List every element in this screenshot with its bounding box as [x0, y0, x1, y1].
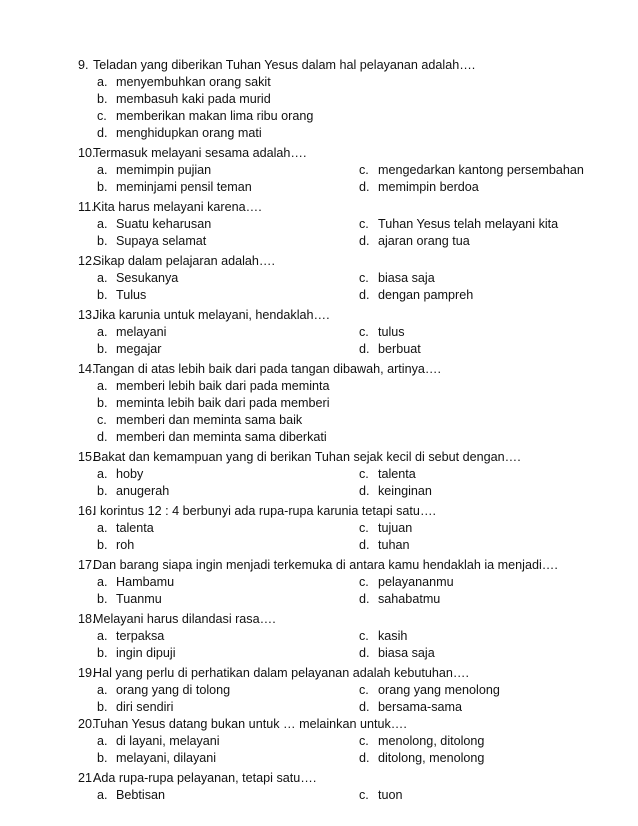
option-letter: d.	[359, 342, 370, 356]
option-text: menolong, ditolong	[378, 734, 485, 748]
option-row	[0, 162, 638, 179]
option-text: ajaran orang tua	[378, 234, 470, 248]
question-item	[0, 449, 638, 500]
question-line	[0, 307, 638, 324]
answer-option	[359, 520, 412, 537]
answer-option	[359, 483, 432, 500]
answer-option	[359, 787, 403, 804]
option-letter: d.	[359, 288, 370, 302]
option-letter: d.	[359, 234, 370, 248]
option-text: memberi dan meminta sama diberkati	[116, 430, 327, 444]
answer-option	[97, 162, 211, 179]
option-text: hoby	[116, 467, 144, 481]
answer-option	[97, 233, 206, 250]
answer-option	[97, 74, 271, 91]
answer-option	[97, 537, 134, 554]
option-row	[0, 324, 638, 341]
answer-option	[359, 216, 558, 233]
option-letter: a.	[97, 734, 108, 748]
answer-option	[97, 378, 330, 395]
question-text: Jika karunia untuk melayani, hendaklah….	[93, 308, 330, 322]
answer-option	[97, 645, 176, 662]
question-text: Sikap dalam pelajaran adalah….	[93, 254, 276, 268]
option-text: Tuhan Yesus telah melayani kita	[378, 217, 559, 231]
option-text: bersama-sama	[378, 700, 462, 714]
answer-option	[97, 733, 220, 750]
option-text: Supaya selamat	[116, 234, 207, 248]
question-line	[0, 449, 638, 466]
option-letter: a.	[97, 788, 108, 802]
option-letter: a.	[97, 683, 108, 697]
question-item	[0, 770, 638, 804]
question-number: 20.	[78, 717, 96, 731]
option-row	[0, 591, 638, 608]
answer-option	[97, 466, 143, 483]
answer-option	[97, 429, 327, 446]
option-letter: c.	[97, 413, 107, 427]
option-row	[0, 483, 638, 500]
option-letter: d.	[359, 484, 370, 498]
question-text: I korintus 12 : 4 berbunyi ada rupa-rupa karunia tetapi satu….	[93, 504, 437, 518]
answer-option	[359, 287, 473, 304]
option-text: biasa saja	[378, 271, 435, 285]
option-letter: b.	[97, 751, 108, 765]
answer-option	[359, 341, 421, 358]
answer-option	[359, 750, 484, 767]
answer-option	[97, 591, 162, 608]
option-letter: d.	[359, 592, 370, 606]
answer-option	[97, 682, 230, 699]
option-row	[0, 179, 638, 196]
answer-option	[359, 324, 405, 341]
question-line	[0, 57, 638, 74]
option-text: memberi lebih baik dari pada meminta	[116, 379, 330, 393]
option-text: tuhan	[378, 538, 410, 552]
option-row	[0, 270, 638, 287]
answer-option	[359, 699, 462, 716]
option-letter: b.	[97, 538, 108, 552]
question-number: 12.	[78, 254, 96, 268]
option-text: memimpin berdoa	[378, 180, 479, 194]
option-letter: a.	[97, 271, 108, 285]
option-row	[0, 787, 638, 804]
question-item	[0, 307, 638, 358]
answer-option	[97, 699, 173, 716]
option-letter: a.	[97, 467, 108, 481]
answer-option	[97, 179, 252, 196]
question-number: 11.	[78, 200, 95, 214]
answer-option	[97, 483, 169, 500]
option-row	[0, 233, 638, 250]
option-letter: c.	[359, 217, 369, 231]
option-row	[0, 378, 638, 395]
question-text: Melayani harus dilandasi rasa….	[93, 612, 276, 626]
answer-option	[359, 466, 416, 483]
option-letter: c.	[359, 271, 369, 285]
option-text: orang yang di tolong	[116, 683, 231, 697]
option-text: keinginan	[378, 484, 432, 498]
option-text: Bebtisan	[116, 788, 166, 802]
option-row	[0, 429, 638, 446]
option-letter: b.	[97, 180, 108, 194]
option-row	[0, 750, 638, 767]
option-letter: c.	[359, 467, 369, 481]
answer-option	[359, 270, 435, 287]
option-letter: b.	[97, 234, 108, 248]
option-text: talenta	[378, 467, 416, 481]
answer-option	[97, 287, 146, 304]
option-letter: a.	[97, 379, 108, 393]
question-sheet	[0, 57, 638, 807]
option-text: diri sendiri	[116, 700, 174, 714]
question-text: Hal yang perlu di perhatikan dalam pelayanan adalah kebutuhan….	[93, 666, 469, 680]
option-letter: b.	[97, 592, 108, 606]
option-text: Suatu keharusan	[116, 217, 212, 231]
option-letter: d.	[359, 700, 370, 714]
option-text: tuon	[378, 788, 403, 802]
question-text: Kita harus melayani karena….	[93, 200, 262, 214]
answer-option	[359, 574, 454, 591]
option-text: orang yang menolong	[378, 683, 500, 697]
question-line	[0, 557, 638, 574]
option-text: memberi dan meminta sama baik	[116, 413, 303, 427]
question-line	[0, 665, 638, 682]
option-row	[0, 682, 638, 699]
option-letter: a.	[97, 325, 108, 339]
question-item	[0, 57, 638, 142]
question-item	[0, 503, 638, 554]
answer-option	[359, 162, 584, 179]
option-text: anugerah	[116, 484, 170, 498]
option-row	[0, 216, 638, 233]
option-text: di layani, melayani	[116, 734, 220, 748]
answer-option	[359, 537, 410, 554]
option-text: sahabatmu	[378, 592, 441, 606]
question-item	[0, 557, 638, 608]
option-row	[0, 74, 638, 91]
option-letter: c.	[359, 734, 369, 748]
option-row	[0, 125, 638, 142]
option-letter: b.	[97, 92, 108, 106]
option-text: menghidupkan orang mati	[116, 126, 262, 140]
option-row	[0, 628, 638, 645]
answer-option	[97, 520, 154, 537]
option-letter: b.	[97, 484, 108, 498]
option-row	[0, 395, 638, 412]
answer-option	[97, 108, 313, 125]
question-text: Ada rupa-rupa pelayanan, tetapi satu….	[93, 771, 317, 785]
option-letter: d.	[359, 751, 370, 765]
question-line	[0, 199, 638, 216]
answer-option	[97, 341, 162, 358]
question-number: 15.	[78, 450, 96, 464]
question-line	[0, 253, 638, 270]
option-row	[0, 341, 638, 358]
question-item	[0, 361, 638, 446]
question-number: 18.	[78, 612, 96, 626]
option-text: roh	[116, 538, 135, 552]
option-text: dengan pampreh	[378, 288, 474, 302]
option-row	[0, 412, 638, 429]
question-number: 21.	[78, 771, 96, 785]
option-letter: a.	[97, 575, 108, 589]
option-text: terpaksa	[116, 629, 165, 643]
question-item	[0, 665, 638, 716]
question-line	[0, 145, 638, 162]
option-row	[0, 733, 638, 750]
answer-option	[359, 233, 470, 250]
question-text: Teladan yang diberikan Tuhan Yesus dalam hal pelayanan adalah….	[93, 58, 476, 72]
answer-option	[97, 125, 262, 142]
option-letter: d.	[97, 126, 108, 140]
option-row	[0, 537, 638, 554]
question-text: Termasuk melayani sesama adalah….	[93, 146, 307, 160]
question-item	[0, 199, 638, 250]
option-text: ingin dipuji	[116, 646, 176, 660]
answer-option	[359, 645, 435, 662]
option-letter: d.	[359, 180, 370, 194]
answer-option	[97, 216, 211, 233]
answer-option	[97, 750, 216, 767]
option-text: berbuat	[378, 342, 421, 356]
answer-option	[359, 591, 440, 608]
option-text: ditolong, menolong	[378, 751, 485, 765]
question-item	[0, 611, 638, 662]
answer-option	[97, 412, 302, 429]
option-letter: a.	[97, 163, 108, 177]
option-letter: a.	[97, 629, 108, 643]
option-letter: b.	[97, 700, 108, 714]
option-letter: d.	[359, 646, 370, 660]
question-item	[0, 716, 638, 767]
option-text: talenta	[116, 521, 154, 535]
option-letter: c.	[359, 325, 369, 339]
question-number: 17.	[78, 558, 96, 572]
option-letter: d.	[97, 430, 108, 444]
option-row	[0, 91, 638, 108]
option-text: Tuanmu	[116, 592, 162, 606]
option-letter: c.	[359, 629, 369, 643]
option-text: biasa saja	[378, 646, 435, 660]
option-letter: a.	[97, 75, 108, 89]
answer-option	[97, 91, 271, 108]
option-text: menyembuhkan orang sakit	[116, 75, 271, 89]
answer-option	[97, 574, 174, 591]
option-letter: a.	[97, 217, 108, 231]
answer-option	[359, 733, 484, 750]
option-letter: c.	[359, 521, 369, 535]
question-line	[0, 503, 638, 520]
answer-option	[359, 628, 407, 645]
option-row	[0, 466, 638, 483]
option-text: mengedarkan kantong persembahan	[378, 163, 584, 177]
option-text: memimpin pujian	[116, 163, 212, 177]
question-number: 9.	[78, 58, 89, 72]
question-number: 14.	[78, 362, 96, 376]
option-letter: a.	[97, 521, 108, 535]
option-text: kasih	[378, 629, 408, 643]
option-text: meminta lebih baik dari pada memberi	[116, 396, 330, 410]
option-letter: c.	[359, 575, 369, 589]
question-line	[0, 611, 638, 628]
option-row	[0, 645, 638, 662]
option-text: megajar	[116, 342, 162, 356]
option-row	[0, 108, 638, 125]
option-letter: c.	[97, 109, 107, 123]
option-letter: c.	[359, 683, 369, 697]
answer-option	[97, 395, 330, 412]
option-text: melayani, dilayani	[116, 751, 217, 765]
answer-option	[97, 270, 178, 287]
option-text: membasuh kaki pada murid	[116, 92, 271, 106]
question-line	[0, 361, 638, 378]
option-row	[0, 574, 638, 591]
question-line	[0, 770, 638, 787]
option-row	[0, 520, 638, 537]
question-item	[0, 145, 638, 196]
option-letter: b.	[97, 288, 108, 302]
option-row	[0, 699, 638, 716]
option-text: Tulus	[116, 288, 147, 302]
question-text: Dan barang siapa ingin menjadi terkemuka di antara kamu hendaklah ia menjadi….	[93, 558, 558, 572]
option-text: tujuan	[378, 521, 413, 535]
option-text: Hambamu	[116, 575, 175, 589]
question-text: Bakat dan kemampuan yang di berikan Tuhan sejak kecil di sebut dengan….	[93, 450, 521, 464]
answer-option	[97, 628, 164, 645]
option-text: pelayananmu	[378, 575, 454, 589]
question-number: 13.	[78, 308, 96, 322]
question-line	[0, 716, 638, 733]
option-text: memberikan makan lima ribu orang	[116, 109, 314, 123]
option-letter: b.	[97, 342, 108, 356]
option-text: meminjami pensil teman	[116, 180, 252, 194]
answer-option	[359, 179, 479, 196]
option-letter: c.	[359, 788, 369, 802]
answer-option	[97, 787, 165, 804]
option-letter: d.	[359, 538, 370, 552]
option-row	[0, 287, 638, 304]
question-number: 10.	[78, 146, 96, 160]
option-text: tulus	[378, 325, 405, 339]
question-number: 19.	[78, 666, 96, 680]
option-text: Sesukanya	[116, 271, 179, 285]
question-number: 16.	[78, 504, 96, 518]
answer-option	[97, 324, 166, 341]
option-letter: b.	[97, 396, 108, 410]
option-letter: c.	[359, 163, 369, 177]
option-letter: b.	[97, 646, 108, 660]
answer-option	[359, 682, 500, 699]
question-text: Tangan di atas lebih baik dari pada tangan dibawah, artinya….	[93, 362, 441, 376]
question-text: Tuhan Yesus datang bukan untuk … melainkan untuk….	[93, 717, 407, 731]
option-text: melayani	[116, 325, 167, 339]
question-item	[0, 253, 638, 304]
